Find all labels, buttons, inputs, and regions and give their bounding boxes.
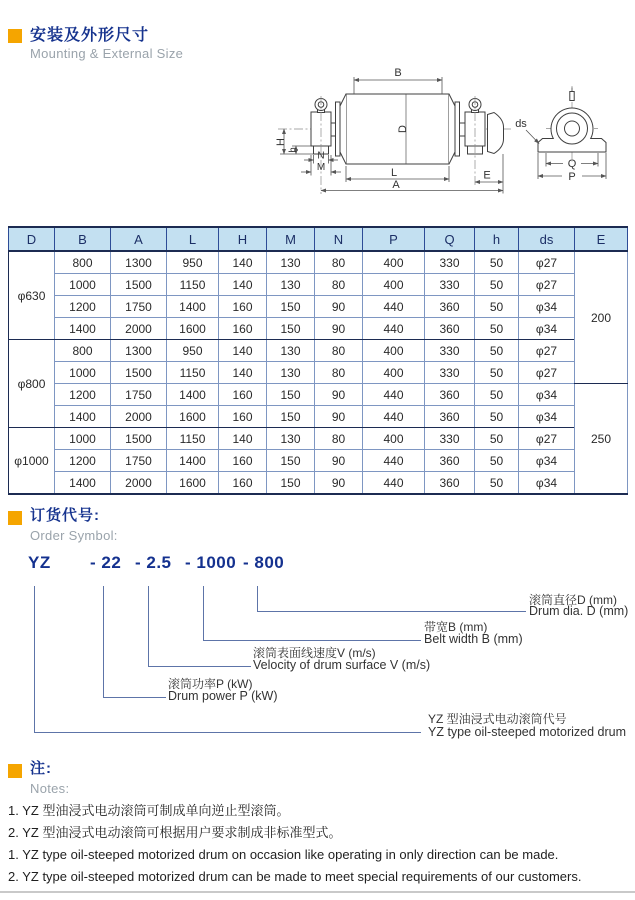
table-cell: 2000 [111,472,167,495]
table-cell: 130 [267,362,315,384]
column-header: ds [519,227,575,251]
note-item: 1. YZ type oil-steeped motorized drum on occasion like operating in only direction can be made. [8,847,559,862]
table-cell: 440 [363,318,425,340]
table-cell: 90 [315,296,363,318]
orange-bullet-icon [8,764,22,778]
table-row [9,472,628,495]
table-cell: 160 [219,472,267,495]
table-cell: 1300 [111,340,167,362]
column-header: N [315,227,363,251]
table-cell: 440 [363,472,425,495]
table-cell: 80 [315,428,363,450]
table-cell: 1750 [111,296,167,318]
code-part-diameter: - 800 [243,553,285,572]
top-bolt [570,92,574,101]
table-cell: φ1000 [9,428,55,495]
table-cell: 1500 [111,362,167,384]
table-cell: 150 [267,450,315,472]
table-cell: 90 [315,318,363,340]
table-cell: 80 [315,251,363,274]
table-cell: 50 [475,406,519,428]
table-cell: 130 [267,251,315,274]
table-cell: 950 [167,340,219,362]
svg-text:E: E [483,169,491,182]
code-part-speed: - 2.5 [135,553,172,572]
order-code-callouts [0,586,635,744]
table-cell: 400 [363,362,425,384]
dim-ds-label: ds [515,118,527,130]
note-item: 2. YZ 型油浸式电动滚筒可根据用户要求制成非标准型式。 [8,825,342,840]
table-row [9,251,628,274]
column-header: H [219,227,267,251]
table-cell: 150 [267,472,315,495]
callout-label-en: Drum power P (kW) [168,689,278,703]
section-title-notes: 注: [30,760,52,777]
motor-cover [488,113,504,154]
table-cell: 1400 [55,472,111,495]
table-cell: 1150 [167,362,219,384]
table-cell: φ34 [519,384,575,406]
table-cell: 1300 [111,251,167,274]
callout-label-en: Belt width B (mm) [424,632,523,646]
table-cell: φ34 [519,472,575,495]
code-part-model: YZ [28,553,51,572]
table-cell: φ630 [9,251,55,340]
table-cell: 250 [575,384,628,495]
table-row [9,406,628,428]
table-cell: 150 [267,318,315,340]
table-cell: φ27 [519,362,575,384]
svg-text:A: A [392,179,400,191]
code-part-beltwidth: - 1000 [185,553,237,572]
note-item: 2. YZ type oil-steeped motorized drum can be made to meet special requirements of our customers. [8,869,582,884]
table-cell: 330 [425,251,475,274]
table-header [9,227,628,251]
table-cell: 950 [167,251,219,274]
table-cell: 50 [475,318,519,340]
code-part-power: - 22 [90,553,122,572]
table-cell: 1400 [167,450,219,472]
table-cell: 1150 [167,428,219,450]
table-cell: 330 [425,428,475,450]
table-cell: 400 [363,274,425,296]
table-cell: 1600 [167,318,219,340]
table-cell: φ34 [519,406,575,428]
table-cell: 1400 [167,384,219,406]
table-cell: φ27 [519,251,575,274]
table-cell: 160 [219,318,267,340]
column-header: M [267,227,315,251]
svg-text:B: B [394,67,402,79]
table-cell: 140 [219,340,267,362]
table-cell: 330 [425,340,475,362]
table-cell: 150 [267,384,315,406]
callout-label-zh: 滚筒直径D (mm) [529,593,617,607]
table-cell: 160 [219,450,267,472]
page-bottom-edge [0,891,635,893]
table-cell: 1200 [55,450,111,472]
table-cell: φ27 [519,340,575,362]
column-header: h [475,227,519,251]
orange-bullet-icon [8,511,22,525]
table-cell: 130 [267,428,315,450]
table-cell: 1500 [111,428,167,450]
svg-text:H: H [275,138,287,146]
table-cell: φ34 [519,450,575,472]
table-cell: 50 [475,251,519,274]
drum-dimension-diagram [0,58,635,208]
table-row [9,450,628,472]
table-cell: 140 [219,274,267,296]
table-cell: 360 [425,450,475,472]
table-cell: 90 [315,450,363,472]
dim-D-label: D [397,125,409,133]
column-header: L [167,227,219,251]
section-subtitle-mounting: Mounting & External Size [30,46,184,61]
table-cell: 330 [425,362,475,384]
table-cell: 1000 [55,428,111,450]
table-cell: 90 [315,384,363,406]
table-cell: 360 [425,296,475,318]
table-cell: 400 [363,251,425,274]
column-header: D [9,227,55,251]
callout-label-zh: YZ 型油浸式电动滚筒代号 [428,712,567,726]
table-cell: 50 [475,362,519,384]
orange-bullet-icon [8,29,22,43]
table-cell: 50 [475,472,519,495]
column-header: P [363,227,425,251]
right-bearing-block [465,96,485,186]
column-header: Q [425,227,475,251]
table-cell: 330 [425,274,475,296]
table-cell: φ34 [519,296,575,318]
callout-label-en: Drum dia. D (mm) [529,604,629,618]
table-cell: 800 [55,251,111,274]
table-cell: 80 [315,362,363,384]
table-cell: 140 [219,428,267,450]
table-cell: 50 [475,428,519,450]
table-cell: 440 [363,384,425,406]
table-cell: 440 [363,296,425,318]
callout-label-en: YZ type oil-steeped motorized drum [428,725,627,739]
table-row [9,318,628,340]
table-cell: 50 [475,296,519,318]
table-cell: 360 [425,406,475,428]
table-cell: 1600 [167,406,219,428]
section-title-order: 订货代号: [30,507,100,524]
table-cell: 50 [475,384,519,406]
table-cell: 160 [219,296,267,318]
section-subtitle-order: Order Symbol: [30,528,118,543]
table-row [9,274,628,296]
table-row [9,362,628,384]
svg-text:L: L [390,167,398,179]
order-code [0,553,635,577]
table-cell: φ34 [519,318,575,340]
table-cell: 1400 [55,406,111,428]
table-cell: 2000 [111,318,167,340]
table-row [9,384,628,406]
table-cell: 440 [363,406,425,428]
table-row [9,428,628,450]
table-cell: 2000 [111,406,167,428]
table-cell: 90 [315,472,363,495]
table-cell: 160 [219,406,267,428]
table-cell: 1150 [167,274,219,296]
table-cell: 400 [363,340,425,362]
dim-B [354,67,442,94]
table-cell: 1200 [55,384,111,406]
table-cell: 160 [219,384,267,406]
dimension-spec-table [8,226,628,495]
svg-text:Q: Q [567,158,577,170]
table-cell: 90 [315,406,363,428]
pedestal-end-view [515,86,606,183]
left-bearing-block [311,96,331,194]
table-cell: 150 [267,406,315,428]
table-cell: 440 [363,450,425,472]
table-cell: 1400 [167,296,219,318]
table-cell: 140 [219,362,267,384]
svg-text:P: P [568,171,576,183]
svg-text:h: h [288,147,299,153]
dim-h [288,146,299,154]
table-cell: 50 [475,274,519,296]
notes-list [8,800,581,888]
callout-label-en: Velocity of drum surface V (m/s) [253,658,431,672]
table-cell: φ27 [519,428,575,450]
table-cell: 1500 [111,274,167,296]
table-cell: 50 [475,340,519,362]
table-cell: 130 [267,274,315,296]
table-cell: 1750 [111,384,167,406]
table-cell: 1400 [55,318,111,340]
table-cell: 80 [315,340,363,362]
column-header: A [111,227,167,251]
table-cell: 360 [425,384,475,406]
table-cell: 1750 [111,450,167,472]
note-item: 1. YZ 型油浸式电动滚筒可制成单向逆止型滚筒。 [8,803,290,818]
table-cell: 360 [425,472,475,495]
dim-E [475,170,503,183]
table-cell: 80 [315,274,363,296]
table-cell: φ27 [519,274,575,296]
table-row [9,340,628,362]
table-cell: 800 [55,340,111,362]
table-cell: 50 [475,450,519,472]
table-cell: φ800 [9,340,55,428]
column-header: B [55,227,111,251]
table-cell: 150 [267,296,315,318]
callout-label-zh: 滚筒表面线速度V (m/s) [253,646,376,660]
table-cell: 200 [575,251,628,384]
section-title-mounting: 安装及外形尺寸 [30,27,150,44]
svg-text:N: N [317,150,325,162]
table-cell: 1000 [55,362,111,384]
table-cell: 1200 [55,296,111,318]
svg-text:M: M [316,162,326,173]
table-cell: 1600 [167,472,219,495]
table-cell: 400 [363,428,425,450]
column-header: E [575,227,628,251]
callout-label-zh: 滚筒功率P (kW) [168,677,253,691]
table-cell: 1000 [55,274,111,296]
callout-label-zh: 带宽B (mm) [424,620,488,634]
table-cell: 140 [219,251,267,274]
table-cell: 360 [425,318,475,340]
section-subtitle-notes: Notes: [30,781,70,796]
table-row [9,296,628,318]
table-cell: 130 [267,340,315,362]
